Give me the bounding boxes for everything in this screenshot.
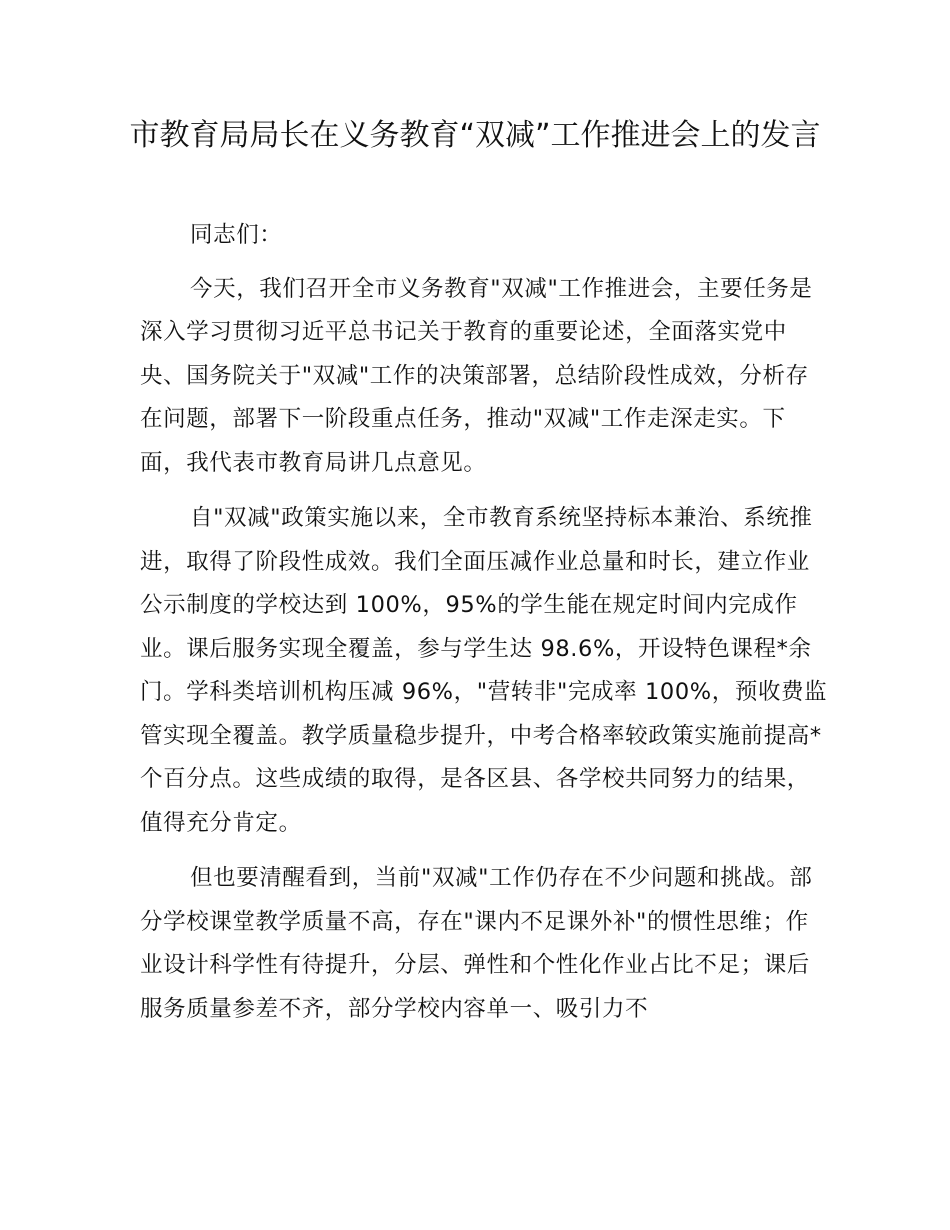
paragraph-achievements: 自"双减"政策实施以来，全市教育系统坚持标本兼治、系统推进，取得了阶段性成效。我们全面压减作业总量和时长，建立作业公示制度的学校达到 100%，95%的学生能在规定时间内完成作业。课后服务实现全覆盖，参与学生达 98.6%，开设特色课程*余门。学科类培训机构压减 96%，"营转非"完成率 100%，预收费监管实现全覆盖。教学质量稳步提升，中考合格率较政策实施前提高*个百分点。这些成绩的取得，是各区县、各学校共同努力的结果，值得充分肯定。 — [140, 505, 828, 836]
paragraph-opening: 今天，我们召开全市义务教育"双减"工作推进会，主要任务是深入学习贯彻习近平总书记关于教育的重要论述，全面落实党中央、国务院关于"双减"工作的决策部署，总结阶段性成效，分析存在问题，部署下一阶段重点任务，推动"双减"工作走深走实。下面，我代表市教育局讲几点意见。 — [140, 275, 813, 476]
document-title: 市教育局局长在义务教育“双减”工作推进会上的发言 — [129, 118, 821, 153]
document-body — [140, 214, 830, 1043]
salutation: 同志们： — [190, 222, 283, 248]
paragraph-problems: 但也要清醒看到，当前"双减"工作仍存在不少问题和挑战。部分学校课堂教学质量不高，存在"课内不足课外补"的惯性思维；作业设计科学性有待提升，分层、弹性和个性化作业占比不足；课后服务质量参差不齐，部分学校内容单一、吸引力不 — [140, 865, 813, 1022]
